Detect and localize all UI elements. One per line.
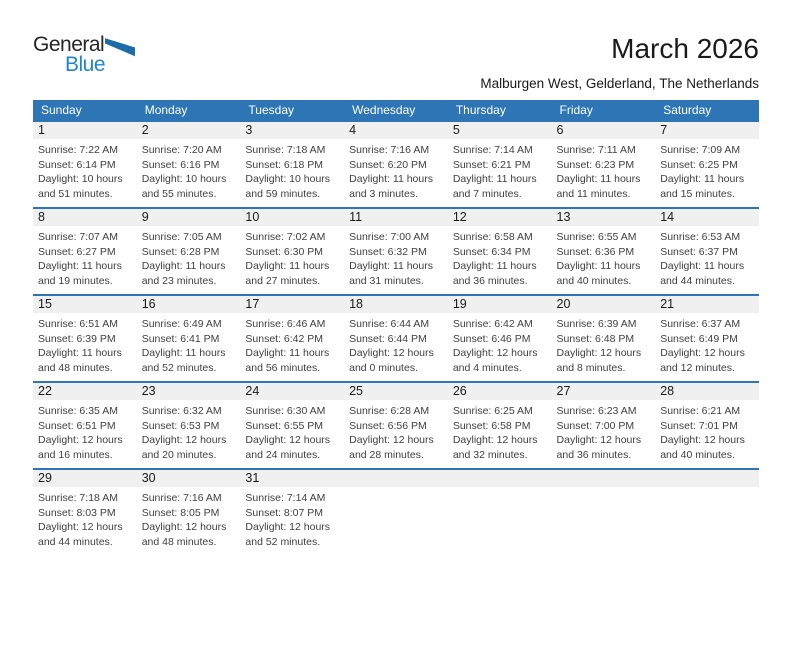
sunrise-text: Sunrise: 6:23 AM	[556, 405, 637, 417]
sunrise-text: Sunrise: 6:51 AM	[38, 318, 118, 330]
day-details	[240, 487, 344, 549]
day-number: 23	[137, 383, 241, 400]
daylight-text: Daylight: 12 hours and 28 minutes.	[349, 434, 434, 461]
sunset-text: Sunset: 6:16 PM	[141, 158, 220, 171]
day-details	[33, 139, 137, 201]
sunrise-text: Sunrise: 6:49 AM	[141, 318, 222, 330]
day-number	[655, 470, 759, 487]
weekday-header-row	[33, 100, 759, 121]
day-details	[33, 487, 137, 549]
day-details	[344, 313, 448, 375]
day-details	[240, 139, 344, 201]
sunset-text: Sunset: 8:07 PM	[245, 506, 324, 519]
day-number: 22	[33, 383, 137, 400]
daylight-text: Daylight: 12 hours and 20 minutes.	[141, 434, 227, 461]
sunset-text: Sunset: 8:03 PM	[38, 506, 116, 519]
logo-triangle-icon	[105, 36, 135, 58]
day-number: 24	[240, 383, 344, 400]
day-details	[655, 226, 759, 288]
sunrise-text: Sunrise: 6:42 AM	[452, 318, 533, 330]
day-cell	[552, 208, 656, 295]
day-number: 13	[552, 209, 656, 226]
weekday-header-tuesday: Tuesday	[240, 100, 344, 121]
daylight-text: Daylight: 12 hours and 0 minutes.	[349, 347, 434, 374]
day-cell	[33, 469, 137, 556]
sunset-text: Sunset: 6:25 PM	[660, 158, 738, 171]
daylight-text: Daylight: 11 hours and 36 minutes.	[452, 260, 537, 287]
day-cell	[552, 121, 656, 208]
day-cell	[240, 208, 344, 295]
weekday-header-sunday: Sunday	[33, 100, 137, 121]
day-details	[344, 226, 448, 288]
sunset-text: Sunset: 6:20 PM	[349, 158, 427, 171]
week-row	[33, 121, 759, 208]
day-number: 20	[552, 296, 656, 313]
day-cell	[240, 295, 344, 382]
day-details	[137, 400, 241, 462]
sunset-text: Sunset: 6:36 PM	[556, 245, 635, 258]
day-cell	[344, 382, 448, 469]
sunrise-text: Sunrise: 7:14 AM	[245, 492, 326, 504]
daylight-text: Daylight: 10 hours and 55 minutes.	[141, 173, 227, 200]
day-number: 28	[655, 383, 759, 400]
logo-text-blue: Blue	[65, 53, 106, 76]
day-cell	[552, 295, 656, 382]
day-number: 14	[655, 209, 759, 226]
sunset-text: Sunset: 6:42 PM	[245, 332, 324, 345]
week-row	[33, 469, 759, 556]
sunrise-text: Sunrise: 7:18 AM	[38, 492, 118, 504]
weekday-header-wednesday: Wednesday	[344, 100, 448, 121]
day-details	[33, 400, 137, 462]
day-cell	[240, 121, 344, 208]
day-cell	[655, 121, 759, 208]
day-number: 2	[137, 122, 241, 139]
sunset-text: Sunset: 6:55 PM	[245, 419, 324, 432]
sunrise-text: Sunrise: 7:05 AM	[141, 231, 222, 243]
day-details	[655, 400, 759, 462]
day-cell	[655, 295, 759, 382]
day-number: 29	[33, 470, 137, 487]
sunrise-text: Sunrise: 7:14 AM	[452, 144, 533, 156]
daylight-text: Daylight: 11 hours and 7 minutes.	[452, 173, 537, 200]
day-number: 3	[240, 122, 344, 139]
daylight-text: Daylight: 12 hours and 8 minutes.	[556, 347, 642, 374]
sunset-text: Sunset: 7:00 PM	[556, 419, 635, 432]
sunrise-text: Sunrise: 7:18 AM	[245, 144, 326, 156]
day-details	[240, 313, 344, 375]
day-number	[448, 470, 552, 487]
day-number: 1	[33, 122, 137, 139]
day-number: 27	[552, 383, 656, 400]
day-cell	[137, 469, 241, 556]
sunrise-text: Sunrise: 6:44 AM	[349, 318, 430, 330]
day-details	[448, 400, 552, 462]
daylight-text: Daylight: 11 hours and 44 minutes.	[660, 260, 745, 287]
day-cell	[344, 208, 448, 295]
daylight-text: Daylight: 11 hours and 48 minutes.	[38, 347, 122, 374]
daylight-text: Daylight: 11 hours and 52 minutes.	[141, 347, 226, 374]
sunrise-text: Sunrise: 6:58 AM	[452, 231, 533, 243]
daylight-text: Daylight: 12 hours and 40 minutes.	[660, 434, 745, 461]
sunset-text: Sunset: 6:18 PM	[245, 158, 324, 171]
sunrise-text: Sunrise: 7:22 AM	[38, 144, 118, 156]
day-details	[240, 226, 344, 288]
daylight-text: Daylight: 11 hours and 3 minutes.	[349, 173, 433, 200]
day-cell	[33, 295, 137, 382]
day-cell	[33, 382, 137, 469]
day-number: 6	[552, 122, 656, 139]
daylight-text: Daylight: 12 hours and 48 minutes.	[141, 521, 227, 548]
sunset-text: Sunset: 6:48 PM	[556, 332, 635, 345]
daylight-text: Daylight: 12 hours and 52 minutes.	[245, 521, 331, 548]
sunrise-text: Sunrise: 6:21 AM	[660, 405, 741, 417]
sunrise-text: Sunrise: 6:55 AM	[556, 231, 637, 243]
day-number	[552, 470, 656, 487]
day-details	[137, 313, 241, 375]
day-number: 12	[448, 209, 552, 226]
day-number: 11	[344, 209, 448, 226]
day-cell	[137, 295, 241, 382]
day-details	[552, 400, 656, 462]
page-title: March 2026	[611, 33, 759, 64]
day-cell	[552, 382, 656, 469]
sunset-text: Sunset: 6:58 PM	[452, 419, 531, 432]
sunrise-text: Sunrise: 7:20 AM	[141, 144, 222, 156]
sunset-text: Sunset: 7:01 PM	[660, 419, 738, 432]
day-details	[655, 139, 759, 201]
location-subtitle: Malburgen West, Gelderland, The Netherlands	[480, 76, 759, 91]
day-number: 4	[344, 122, 448, 139]
sunrise-text: Sunrise: 6:53 AM	[660, 231, 741, 243]
day-details	[552, 226, 656, 288]
daylight-text: Daylight: 11 hours and 15 minutes.	[660, 173, 745, 200]
day-details	[448, 313, 552, 375]
sunset-text: Sunset: 6:32 PM	[349, 245, 427, 258]
day-details	[448, 226, 552, 288]
day-cell	[344, 295, 448, 382]
day-details	[448, 139, 552, 201]
day-number: 25	[344, 383, 448, 400]
week-row	[33, 382, 759, 469]
sunset-text: Sunset: 6:28 PM	[141, 245, 220, 258]
sunrise-text: Sunrise: 6:37 AM	[660, 318, 741, 330]
day-details	[552, 139, 656, 201]
logo-text-general: General	[33, 33, 105, 56]
calendar-table	[33, 100, 759, 556]
day-number: 19	[448, 296, 552, 313]
weekday-header-saturday: Saturday	[655, 100, 759, 121]
day-cell	[448, 208, 552, 295]
daylight-text: Daylight: 12 hours and 32 minutes.	[452, 434, 538, 461]
week-row	[33, 295, 759, 382]
day-details	[344, 139, 448, 201]
daylight-text: Daylight: 11 hours and 40 minutes.	[556, 260, 641, 287]
day-details	[552, 313, 656, 375]
day-number: 31	[240, 470, 344, 487]
day-cell	[240, 469, 344, 556]
day-number: 9	[137, 209, 241, 226]
daylight-text: Daylight: 11 hours and 27 minutes.	[245, 260, 330, 287]
day-cell	[344, 121, 448, 208]
day-number: 10	[240, 209, 344, 226]
day-cell	[655, 382, 759, 469]
day-details	[240, 400, 344, 462]
sunset-text: Sunset: 6:23 PM	[556, 158, 635, 171]
day-cell	[137, 208, 241, 295]
day-number: 26	[448, 383, 552, 400]
day-number: 17	[240, 296, 344, 313]
daylight-text: Daylight: 11 hours and 56 minutes.	[245, 347, 330, 374]
sunrise-text: Sunrise: 7:07 AM	[38, 231, 118, 243]
sunrise-text: Sunrise: 6:28 AM	[349, 405, 430, 417]
empty-day-cell	[552, 469, 656, 556]
day-number: 21	[655, 296, 759, 313]
day-details	[137, 487, 241, 549]
day-number: 18	[344, 296, 448, 313]
daylight-text: Daylight: 11 hours and 19 minutes.	[38, 260, 122, 287]
day-cell	[137, 121, 241, 208]
sunrise-text: Sunrise: 7:16 AM	[349, 144, 430, 156]
day-number	[344, 470, 448, 487]
weekday-header-thursday: Thursday	[448, 100, 552, 121]
weekday-header-monday: Monday	[137, 100, 241, 121]
sunrise-text: Sunrise: 6:35 AM	[38, 405, 118, 417]
daylight-text: Daylight: 11 hours and 31 minutes.	[349, 260, 433, 287]
page-header	[33, 34, 759, 91]
sunrise-text: Sunrise: 6:46 AM	[245, 318, 326, 330]
sunrise-text: Sunrise: 6:39 AM	[556, 318, 637, 330]
day-number: 30	[137, 470, 241, 487]
daylight-text: Daylight: 12 hours and 24 minutes.	[245, 434, 331, 461]
sunset-text: Sunset: 6:46 PM	[452, 332, 531, 345]
daylight-text: Daylight: 11 hours and 23 minutes.	[141, 260, 226, 287]
weekday-header-friday: Friday	[552, 100, 656, 121]
sunrise-text: Sunrise: 6:30 AM	[245, 405, 326, 417]
day-number: 16	[137, 296, 241, 313]
daylight-text: Daylight: 12 hours and 12 minutes.	[660, 347, 745, 374]
sunset-text: Sunset: 6:34 PM	[452, 245, 531, 258]
empty-day-cell	[655, 469, 759, 556]
sunset-text: Sunset: 6:37 PM	[660, 245, 738, 258]
day-details	[137, 226, 241, 288]
day-number: 7	[655, 122, 759, 139]
sunset-text: Sunset: 6:30 PM	[245, 245, 324, 258]
week-row	[33, 208, 759, 295]
sunrise-text: Sunrise: 7:16 AM	[141, 492, 222, 504]
empty-day-cell	[448, 469, 552, 556]
day-details	[33, 313, 137, 375]
day-cell	[137, 382, 241, 469]
daylight-text: Daylight: 12 hours and 44 minutes.	[38, 521, 123, 548]
day-number: 5	[448, 122, 552, 139]
day-cell	[448, 121, 552, 208]
day-cell	[448, 382, 552, 469]
day-cell	[655, 208, 759, 295]
day-details	[33, 226, 137, 288]
sunrise-text: Sunrise: 7:02 AM	[245, 231, 326, 243]
sunrise-text: Sunrise: 7:00 AM	[349, 231, 430, 243]
general-blue-logo	[33, 34, 135, 75]
daylight-text: Daylight: 12 hours and 36 minutes.	[556, 434, 642, 461]
sunset-text: Sunset: 8:05 PM	[141, 506, 220, 519]
day-cell	[33, 208, 137, 295]
sunset-text: Sunset: 6:27 PM	[38, 245, 116, 258]
sunset-text: Sunset: 6:49 PM	[660, 332, 738, 345]
daylight-text: Daylight: 10 hours and 59 minutes.	[245, 173, 331, 200]
sunset-text: Sunset: 6:41 PM	[141, 332, 220, 345]
daylight-text: Daylight: 11 hours and 11 minutes.	[556, 173, 641, 200]
sunset-text: Sunset: 6:39 PM	[38, 332, 116, 345]
day-cell	[240, 382, 344, 469]
sunset-text: Sunset: 6:53 PM	[141, 419, 220, 432]
sunrise-text: Sunrise: 7:11 AM	[556, 144, 636, 156]
day-details	[655, 313, 759, 375]
empty-day-cell	[344, 469, 448, 556]
sunrise-text: Sunrise: 6:25 AM	[452, 405, 533, 417]
day-number: 8	[33, 209, 137, 226]
daylight-text: Daylight: 12 hours and 4 minutes.	[452, 347, 538, 374]
daylight-text: Daylight: 10 hours and 51 minutes.	[38, 173, 123, 200]
sunset-text: Sunset: 6:21 PM	[452, 158, 531, 171]
sunrise-text: Sunrise: 7:09 AM	[660, 144, 741, 156]
day-details	[344, 400, 448, 462]
day-cell	[448, 295, 552, 382]
day-number: 15	[33, 296, 137, 313]
sunrise-text: Sunrise: 6:32 AM	[141, 405, 222, 417]
daylight-text: Daylight: 12 hours and 16 minutes.	[38, 434, 123, 461]
sunset-text: Sunset: 6:44 PM	[349, 332, 427, 345]
sunset-text: Sunset: 6:56 PM	[349, 419, 427, 432]
sunset-text: Sunset: 6:51 PM	[38, 419, 116, 432]
day-details	[137, 139, 241, 201]
day-cell	[33, 121, 137, 208]
sunset-text: Sunset: 6:14 PM	[38, 158, 116, 171]
